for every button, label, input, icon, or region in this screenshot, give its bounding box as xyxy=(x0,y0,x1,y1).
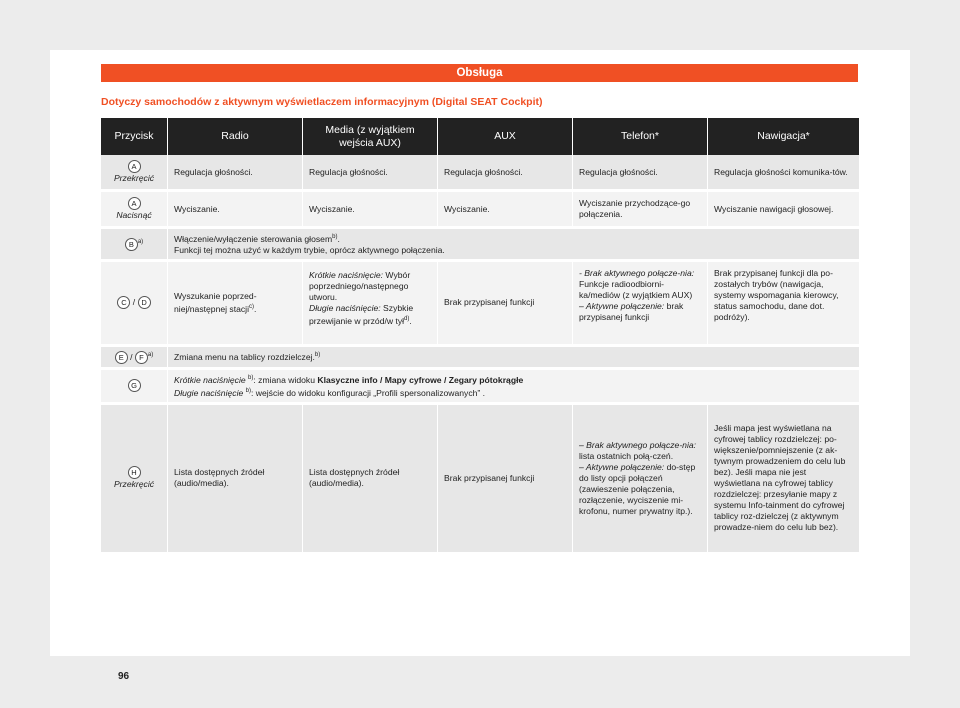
table-row xyxy=(101,262,859,347)
button-action: Przekręcić xyxy=(113,173,155,183)
aux-cell: Regulacja głośności. xyxy=(438,155,573,192)
footnote-ref: d) xyxy=(404,315,410,322)
merged-cell: Włączenie/wyłączenie sterowania głosem$^{b)}$. Funkcji tej można użyć w każdym trybie, oprócz aktywnego połączenia. xyxy=(168,229,859,262)
navigation-cell: Brak przypisanej funkcji dla po-zostałych trybów (nawigacja, systemy wspomagania kierowcy, status samochodu, dane dot. podróży). xyxy=(708,262,859,347)
cell-text: brak przypisanej funkcji xyxy=(579,300,684,322)
row-text: : zmiana widoku xyxy=(253,374,318,385)
cell-label: – Aktywne połączenie: xyxy=(579,461,665,472)
cell-label: - Brak aktywnego połącze-nia: xyxy=(579,267,695,278)
navigation-cell: Wyciszanie nawigacji głosowej. xyxy=(708,192,859,229)
merged-cell xyxy=(168,347,859,370)
media-cell: Lista dostępnych źródeł (audio/media). xyxy=(303,405,438,555)
aux-cell: Wyciszanie. xyxy=(438,192,573,229)
button-h-icon: H xyxy=(128,466,141,479)
section-header: Obsługa xyxy=(101,64,858,82)
media-cell: Krótkie naciśnięcie: Wybór poprzedniego/następnego utworu. Długie naciśnięcie: Szybkie przewijanie w przód/w tył$^{d)}$. xyxy=(303,262,438,347)
footnote-ref: c) xyxy=(249,303,255,310)
cell-text: Wyszukanie poprzed-niej/następnej stacji xyxy=(174,290,257,314)
button-a-icon: A xyxy=(128,197,141,210)
cell-label: – Aktywne połączenie: xyxy=(579,300,665,311)
cell-label: Krótkie naciśnięcie xyxy=(174,374,246,385)
button-g-icon: G xyxy=(128,379,141,392)
radio-cell: Wyszukanie poprzed-niej/następnej stacji$^{c)}$. xyxy=(168,262,303,347)
footnote-ref: b) xyxy=(314,352,321,359)
controls-table xyxy=(101,118,859,555)
radio-cell: Wyciszanie. xyxy=(168,192,303,229)
col-header-media: Media (z wyjątkiem wejścia AUX) xyxy=(303,118,438,155)
footnote-ref: b) xyxy=(248,374,254,381)
phone-cell xyxy=(573,405,708,555)
phone-cell: Wyciszanie przychodzące-go połączenia. xyxy=(573,192,708,229)
button-cell xyxy=(101,155,168,192)
button-cell xyxy=(101,405,168,555)
table-row xyxy=(101,192,859,229)
table-row xyxy=(101,229,859,262)
button-f-icon: F xyxy=(135,351,148,364)
aux-cell: Brak przypisanej funkcji xyxy=(438,262,573,347)
view-names: Klasyczne info / Mapy cyfrowe / Zegary pótokrągłe xyxy=(317,374,524,385)
page-sheet xyxy=(50,50,910,682)
cell-text: Funkcje radioodbiorni-ka/mediów (z wyjątkiem AUX) xyxy=(579,278,693,300)
phone-cell: Regulacja głośności. xyxy=(573,155,708,192)
table-row xyxy=(101,405,859,555)
table-subtitle: Dotyczy samochodów z aktywnym wyświetlaczem informacyjnym (Digital SEAT Cockpit) xyxy=(101,96,543,108)
table-header-row xyxy=(101,118,859,155)
col-header-navigation: Nawigacja* xyxy=(708,118,859,155)
row-text: Funkcji tej można użyć w każdym trybie, oprócz aktywnego połączenia. xyxy=(174,244,445,255)
row-text: : wejście do widoku konfiguracji „Profili spersonalizowanych” . xyxy=(251,387,486,398)
button-a-icon: A xyxy=(128,160,141,173)
aux-cell: Brak przypisanej funkcji xyxy=(438,405,573,555)
footnote-ref: a) xyxy=(147,351,154,358)
media-cell: Regulacja głośności. xyxy=(303,155,438,192)
merged-cell xyxy=(168,370,859,405)
button-cell xyxy=(101,229,168,262)
cell-label: Długie naciśnięcie xyxy=(174,387,244,398)
cell-text: do-stęp do listy opcji połączeń (zawieszenie połączenia, rozłączenie, wyciszenie mi-krofonu, numer prywatny itp.). xyxy=(579,461,696,516)
separator: / xyxy=(130,297,138,308)
table-row xyxy=(101,370,859,405)
cell-label: – Brak aktywnego połącze-nia: xyxy=(579,439,697,450)
button-cell xyxy=(101,262,168,347)
col-header-button: Przycisk xyxy=(101,118,168,155)
page-number: 96 xyxy=(118,671,130,682)
cell-text: Szybkie przewijanie w przód/w tył xyxy=(309,302,414,326)
col-header-aux: AUX xyxy=(438,118,573,155)
col-header-radio: Radio xyxy=(168,118,303,155)
button-c-icon: C xyxy=(117,296,130,309)
row-text: Włączenie/wyłączenie sterowania głosem xyxy=(174,233,333,244)
button-cell xyxy=(101,370,168,405)
footnote-ref: a) xyxy=(137,238,144,245)
row-text: Zmiana menu na tablicy rozdzielczej. xyxy=(174,352,315,363)
button-action: Nacisnąć xyxy=(116,210,152,220)
button-cell xyxy=(101,347,168,370)
phone-cell xyxy=(573,262,708,347)
navigation-cell: Jeśli mapa jest wyświetlana na cyfrowej tablicy rozdzielczej: po-większenie/pomniejszenie (z ak-tywnym prowadzeniem do celu lub bez). Jeśli mapa nie jest wyświetlana na cyfrowej tablicy rozdzielczej: przesyłanie mapy z systemu Info-tainment do cyfrowej tablicy roz-dzielczej (z aktywnym prowadze-niem do celu lub bez). xyxy=(708,405,859,555)
separator: / xyxy=(127,351,135,362)
button-d-icon: D xyxy=(138,296,151,309)
button-cell xyxy=(101,192,168,229)
table-row xyxy=(101,155,859,192)
footnote-ref: b) xyxy=(332,234,338,240)
cell-text: lista ostatnich połą-czeń. xyxy=(579,450,674,461)
footnote-ref: b) xyxy=(245,387,252,394)
media-cell: Wyciszanie. xyxy=(303,192,438,229)
radio-cell: Regulacja głośności. xyxy=(168,155,303,192)
navigation-cell: Regulacja głośności komunika-tów. xyxy=(708,155,859,192)
cell-label: Długie naciśnięcie: xyxy=(309,302,381,313)
col-header-phone: Telefon* xyxy=(573,118,708,155)
radio-cell: Lista dostępnych źródeł (audio/media). xyxy=(168,405,303,555)
button-action: Przekręcić xyxy=(113,479,155,490)
button-b-icon: B xyxy=(125,238,138,251)
button-e-icon: E xyxy=(115,351,128,364)
cell-label: Krótkie naciśnięcie: xyxy=(309,269,384,280)
table-row xyxy=(101,347,859,370)
cell-text: Wybór poprzedniego/następnego utworu. xyxy=(309,269,411,302)
